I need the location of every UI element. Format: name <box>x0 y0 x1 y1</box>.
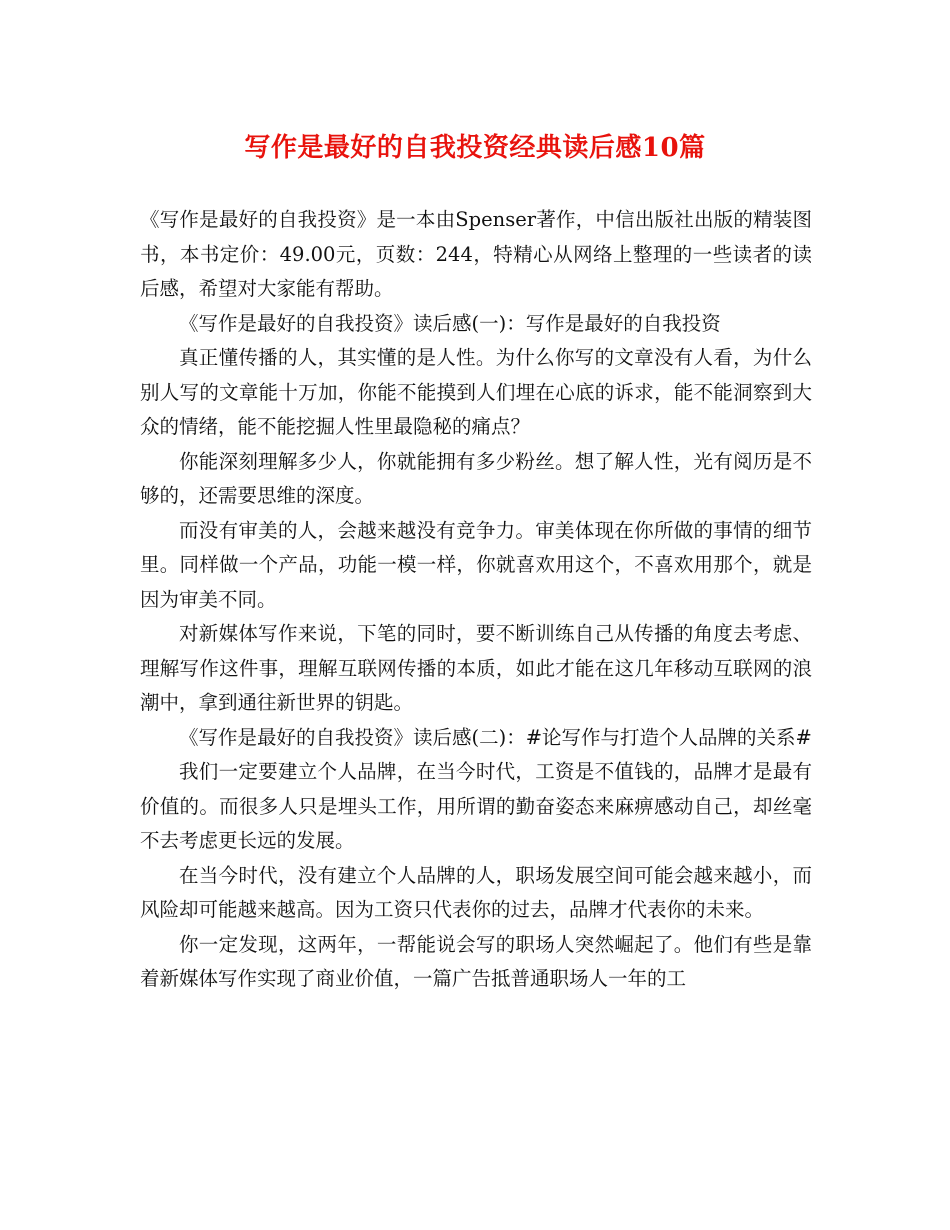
paragraph: 在当今时代，没有建立个人品牌的人，职场发展空间可能会越来越小，而风险却可能越来越高。因为工资只代表你的过去，品牌才代表你的未来。 <box>140 863 812 921</box>
document-body <box>140 203 812 997</box>
paragraph: 我们一定要建立个人品牌，在当今时代，工资是不值钱的，品牌才是最有价值的。而很多人只是埋头工作，用所谓的勤奋姿态来麻痹感动自己，却丝毫不去考虑更长远的发展。 <box>140 760 812 852</box>
paragraph: 《写作是最好的自我投资》读后感(二)：#论写作与打造个人品牌的关系# <box>179 725 812 749</box>
paragraph: 你能深刻理解多少人，你就能拥有多少粉丝。想了解人性，光有阅历是不够的，还需要思维的深度。 <box>140 449 812 507</box>
document-title: 写作是最好的自我投资经典读后感10篇 <box>244 133 706 163</box>
paragraph: 真正懂传播的人，其实懂的是人性。为什么你写的文章没有人看，为什么别人写的文章能十万加，你能不能摸到人们埋在心底的诉求，能不能洞察到大众的情绪，能不能挖掘人性里最隐秘的痛点？ <box>140 346 812 438</box>
paragraph: 而没有审美的人，会越来越没有竞争力。审美体现在你所做的事情的细节里。同样做一个产品，功能一模一样，你就喜欢用这个，不喜欢用那个，就是因为审美不同。 <box>140 518 812 611</box>
paragraph: 你一定发现，这两年，一帮能说会写的职场人突然崛起了。他们有些是靠着新媒体写作实现了商业价值，一篇广告抵普通职场人一年的工 <box>140 932 812 990</box>
paragraph: 《写作是最好的自我投资》读后感(一)：写作是最好的自我投资 <box>179 311 721 335</box>
paragraph: 对新媒体写作来说，下笔的同时，要不断训练自己从传播的角度去考虑、理解写作这件事，理解互联网传播的本质，如此才能在这几年移动互联网的浪潮中，拿到通往新世界的钥匙。 <box>140 622 812 714</box>
paragraph: 《写作是最好的自我投资》是一本由Spenser著作，中信出版社出版的精装图书，本书定价：49.00元，页数：244，特精心从网络上整理的一些读者的读后感，希望对大家能有帮助。 <box>140 208 812 300</box>
